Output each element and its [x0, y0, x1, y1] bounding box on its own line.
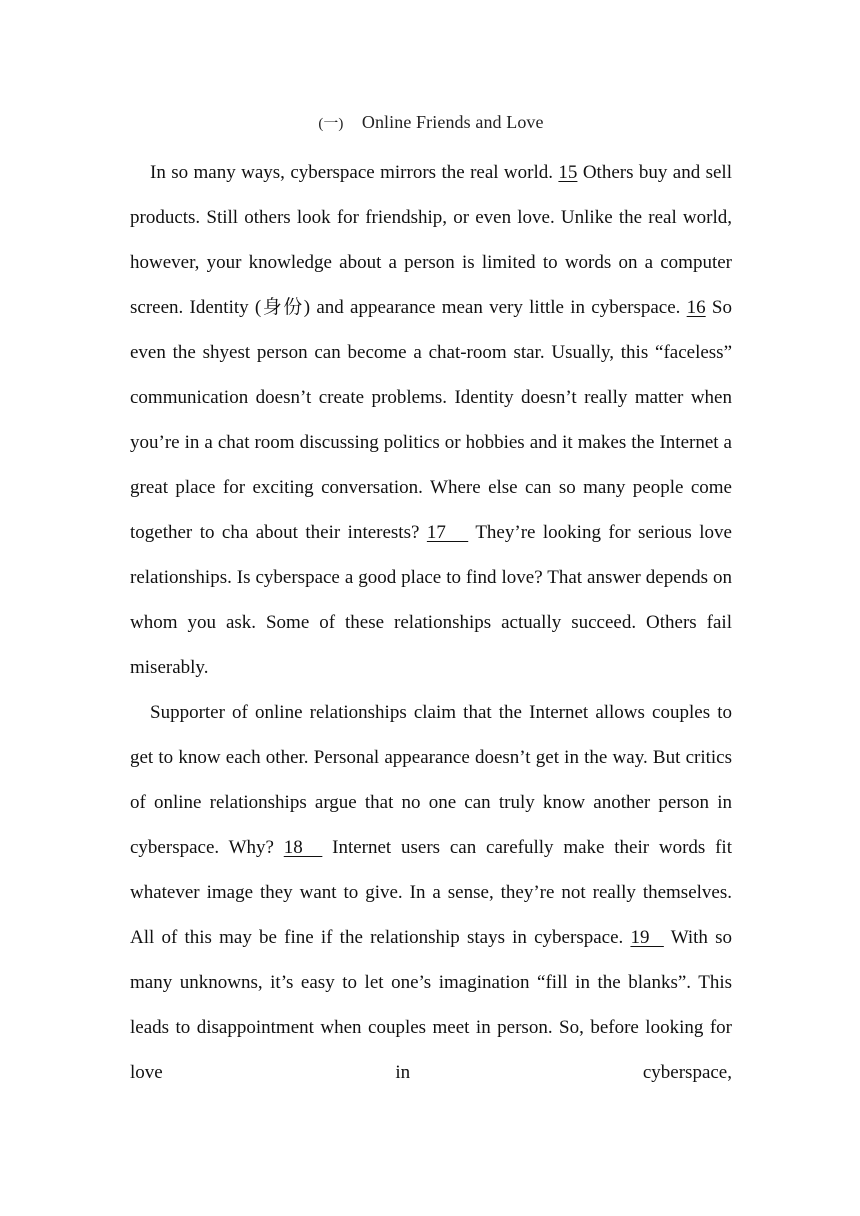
- p2-text-1: Supporter of online relationships claim that the Internet allows couples to get to know each other. Personal appearance doesn’t get in the way. But critics of online relationships argue that no one can truly know another person in cyberspace. Why?: [130, 702, 732, 858]
- passage-title-text: Online Friends and Love: [361, 112, 544, 132]
- p1-text-2: Others buy and sell products. Still others look for friendship, or even love. Unlike the real world, however, your knowledge about a person is limited to words on a computer screen. Identity (身份) and appearance mean very little in cyberspace.: [130, 162, 732, 318]
- paragraph-1: [130, 150, 732, 690]
- passage-title: [130, 110, 732, 136]
- p2-text-2: Internet users can carefully make their words fit whatever image they want to give. In a sense, they’re not really themselves. All of this may be fine if the relationship stays in cyberspace.: [130, 837, 732, 948]
- blank-19: 19: [630, 927, 664, 948]
- passage-number: (一): [318, 116, 344, 132]
- p1-text-4: They’re looking for serious love relationships. Is cyberspace a good place to find love? That answer depends on whom you ask. Some of these relationships actually succeed. Others fail miserably.: [130, 522, 732, 678]
- paragraph-2: [130, 690, 732, 1095]
- blank-18: 18: [283, 837, 323, 858]
- blank-15: 15: [558, 162, 578, 183]
- p1-text-3: So even the shyest person can become a chat-room star. Usually, this “faceless” communication doesn’t create problems. Identity doesn’t really matter when you’re in a chat room discussing politics or hobbies and it makes the Internet a great place for exciting conversation. Where else can so many people come together to cha about their interests?: [130, 297, 732, 543]
- p1-text-1: In so many ways, cyberspace mirrors the real world.: [150, 162, 559, 183]
- passage-body: [130, 150, 732, 1095]
- p2-text-3: With so many unknowns, it’s easy to let one’s imagination “fill in the blanks”. This leads to disappointment when couples meet in person. So, before looking for love in cyberspace,: [130, 927, 733, 1083]
- blank-16: 16: [686, 297, 706, 318]
- blank-17: 17: [426, 522, 469, 543]
